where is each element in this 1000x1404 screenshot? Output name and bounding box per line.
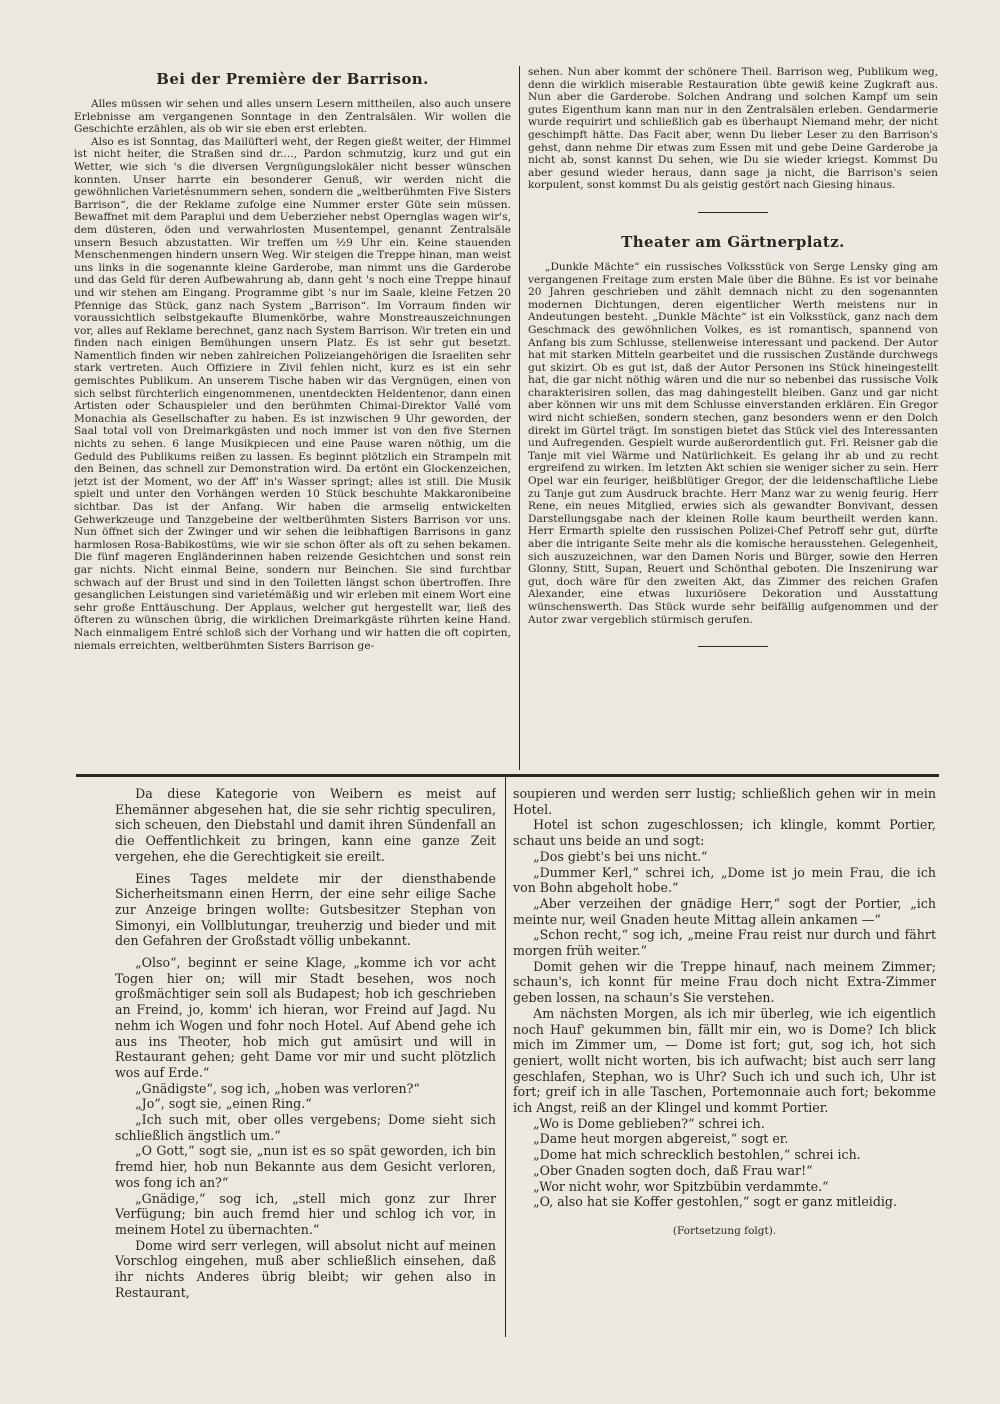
continued-paragraph: sehen. Nun aber kommt der schönere Theil. Barrison weg, Publikum weg, denn die wirklich miserable Restauration übte gewiß keine Zugkraft aus. Nun aber die Garderobe. Solchen Andrang und solchen Kampf um sein gutes Eigenthum kann man nur in den Zentralsälen erleben. Gendarmerie wurde requirirt und schließlich gab es überhaupt Niemand mehr, der nicht geschimpft hätte. Das Facit aber, wenn Du lieber Leser zu den Barrison's gehst, dann nehme Dir etwas zum Essen mit und gebe Deine Garderobe ja nicht ab, sonst kannst Du sehen, wie Du sie wieder kriegst. Kommst Du aber gesund wieder heraus, dann sage ja nicht, die Barrison's seien korpulent, sonst kommst Du als geistig gestört nach Giesing hinaus. <box>528 66 938 192</box>
article-paragraph: Alles müssen wir sehen und alles unsern Lesern mittheilen, also auch unsere Erlebnisse am vergangenen Sonntage in den Zentralsälen. Wir wollen die Geschichte erzählen, als ob wir sie eben erst erlebten. <box>74 98 511 136</box>
continuation-note: (Fortsetzung folgt). <box>672 1224 777 1237</box>
top-left-column <box>74 70 511 770</box>
bottom-left-column <box>115 786 496 1346</box>
story-paragraph: Dome wird serr verlegen, will absolut nicht auf meinen Vorschlog eingehen, muß aber schließlich einsehen, daß ihr nichts Anderes übrig bleibt; wir gehen also in Restaurant, <box>115 1237 496 1300</box>
dialogue-line: „Schon recht,“ sog ich, „meine Frau reist nur durch und fährt morgen früh weiter.“ <box>513 927 936 959</box>
dialogue-line: „Dome hat mich schrecklich bestohlen,“ schrei ich. <box>533 1147 861 1163</box>
feuilleton-rule <box>76 774 939 777</box>
dialogue-line: „Ober Gnaden sogten doch, daß Frau war!“ <box>533 1162 813 1178</box>
story-paragraph: Domit gehen wir die Treppe hinauf, nach meinem Zimmer; schaun's, ich konnt für meine Frau doch nicht Extra-Zimmer geben lossen, na schaun's Sie verstehen. <box>513 958 936 1006</box>
article-paragraph: Also es ist Sonntag, das Mailüfterl weht, der Regen gießt weiter, der Himmel ist nicht heiter, die Straßen sind dr...., Pardon schmutzig, kurz und gut ein Wetter, wie sich 's die diversen Vergnügungslokäler nicht besser wünschen konnten. Unser harrte ein besonderer Genuß, wir werden nicht die gewöhnlichen Varietésnummern sehen, sondern die „weltberühmten Five Sisters Barrison“, die der Reklame zufolge eine Nummer erster Güte sein müssen. Bewaffnet mit dem Paraplui und dem Ueberzieher nebst Opernglas wagen wir's, dem düsteren, öden und verwahrlosten Musentempel, genannt Zentralsäle unsern Besuch abzustatten. Wir treffen um ½9 Uhr ein. Keine stauenden Menschenmengen hindern unsern Weg. Wir steigen die Treppe hinan, man weist uns links in die sogenannte kleine Garderobe, man nimmt uns die Garderobe und das Geld für deren Aufbewahrung ab, dann geht 's noch eine Treppe hinauf und wir stehen am Eingang. Programme gibt 's nur im Saale, kleine Fetzen 20 Pfennige das Stück, ganz nach System „Barrison“. Im Vorraum finden wir voraussichtlich selbstgekaufte Blumenkörbe, wahre Monstreauszeichnungen vor, alles auf Reklame berechnet, ganz nach System Barrison. Wir treten ein und finden nach einigen Bemühungen unsern Platz. Es ist sehr gut besetzt. Namentlich finden wir neben zahlreichen Polizeiangehörigen die Israeliten sehr stark vertreten. Auch Offiziere in Zivil fehlen nicht, kurz es ist ein sehr gemischtes Publikum. An unserem Tische haben wir das Vergnügen, einen von sich selbst fürchterlich eingenommenen, unentdeckten Heldentenor, dann einen Artisten oder Schauspieler und den berühmten Chimai-Direktor Vallé vom Monachia als Gesellschafter zu haben. Es ist inzwischen 9 Uhr geworden, der Saal total voll von Dreimarkgästen und noch immer ist von den five Sternen nichts zu sehen. 6 lange Musikpiecen und eine Pause waren nöthig, um die Geduld des Publikums reißen zu lassen. Es beginnt plötzlich ein Strampeln mit den Beinen, das schnell zur Demonstration wird. Da ertönt ein Glockenzeichen, jetzt ist der Moment, wo der Aff' in's Wasser springt; alles ist still. Die Musik spielt und unter den Vorhängen werden 10 Stück beschuhte Makkaronibeine sichtbar. Das ist der Anfang. Wir haben die armselig entwickelten Gehwerkzeuge und Tanzgebeine der weltberühmten Sisters Barrison vor uns. Nun öffnet sich der Zwinger und wir sehen die leibhaftigen Barrisons in ganz harmlosen Rosa-Babikostüms, wie wir sie schon öfter als oft zu sehen bekamen. Die fünf mageren Engländerinnen haben reizende Gesichtchen und sonst rein gar nichts. Nicht einmal Beine, sondern nur Beinchen. Sie sind furchtbar schwach auf der Brust und sind in den Toiletten längst schon übertroffen. Ihre gesanglichen Leistungen sind varietémäßig und wir erleben mit einem Wort eine sehr große Enttäuschung. Der Applaus, welcher gut hergestellt war, ließ des öfteren zu wünschen übrig, die wirklichen Dreimarkgäste rührten keine Hand. Nach einmaligem Entré schloß sich der Vorhang und wir hatten die oft copirten, niemals erreichten, weltberühmten Sisters Barrison ge- <box>74 135 511 652</box>
dialogue-line: „Ich such mit, ober olles vergebens; Dome sieht sich schließlich ängstlich um.“ <box>115 1112 496 1143</box>
dialogue-line: „Jo“, sogt sie, „einen Ring.“ <box>135 1096 312 1112</box>
dialogue-line: „O, also hat sie Koffer gestohlen,“ sogt er ganz mitleidig. <box>533 1194 897 1210</box>
dialogue-line: „Dame heut morgen abgereist,“ sogt er. <box>533 1131 789 1147</box>
story-paragraph: Eines Tages meldete mir der diensthabende Sicherheitsmann einen Herrn, der eine sehr eilige Sache zur Anzeige bringen wollte: Gutsbesitzer Stephan von Simonyi, ein Vollblutungar, treuherzig und bieder und mit den Gefahren der Großstadt völlig unbekannt. <box>115 870 496 949</box>
column-divider-bottom <box>505 777 506 1337</box>
dialogue-line: „Dummer Kerl,“ schrei ich, „Dome ist jo mein Frau, die ich von Bohn abgeholt hobe.“ <box>513 864 936 896</box>
article-title-gaertnerplatz: Theater am Gärtnerplatz. <box>621 232 845 251</box>
review-paragraph: „Dunkle Mächte“ ein russisches Volksstück von Serge Lensky ging am vergangenen Freitage zum ersten Male über die Bühne. Es ist vor beinahe 20 Jahren geschrieben und zählt demnach nicht zu den sogenannten modernen Dichtungen, deren eigentlicher Werth meistens nur in Andeutungen besteht. „Dunkle Mächte“ ist ein Volksstück, ganz nach dem Geschmack des gewöhnlichen Volkes, es ist romantisch, spannend von Anfang bis zum Schlusse, stellenweise interessant und packend. Der Autor hat mit starken Mitteln gearbeitet und die russischen Zustände durchwegs gut skizirt. Ob es gut ist, daß der Autor Personen ins Stück hineingestellt hat, die gar nicht nöthig wären und die nur so nebenbei das russische Volk charakterisiren sollen, das mag dahingestellt bleiben. Ganz und gar nicht aber können wir uns mit dem Schlusse einverstanden erklären. Ein Gregor wird nicht schießen, sondern stechen, ganz besonders wenn er den Dolch direkt im Gürtel trägt. Im sonstigen bietet das Stück viel des Interessanten und Aufregenden. Gespielt wurde außerordentlich gut. Frl. Reisner gab die Tanje mit viel Wärme und Natürlichkeit. Es gelang ihr ab und zu recht ergreifend zu wirken. Im letzten Akt schien sie weniger sicher zu sein. Herr Opel war ein feuriger, heißblütiger Gregor, der die leidenschaftliche Liebe zu Tanje gut zum Ausdruck brachte. Herr Manz war zu wenig feurig. Herr Rene, ein neues Mitglied, erwies sich als gewandter Bonvivant, dessen Darstellungsgabe nach der kleinen Rolle kaum beurtheilt werden kann. Herr Ermarth spielte den russischen Polizei-Chef Petroff sehr gut, dürfte aber die intrigante Seite mehr als die komische herausstehen. Gelegenheit, sich auszuzeichnen, war den Damen Noris und Bürger, sowie den Herren Glonny, Stitt, Supan, Reuert und Schönthal geboten. Die Inszenirung war gut, doch wäre für den zweiten Akt, das Zimmer des reichen Grafen Alexander, eine etwas luxuriösere Dekoration und Ausstattung wünschenswerth. Das Stück wurde sehr beifällig aufgenommen und der Autor zwar vergeblich stürmisch gerufen. <box>528 260 938 626</box>
column-divider-top <box>519 66 520 770</box>
dialogue-line: „Gnädigste“, sog ich, „hoben was verloren?“ <box>135 1080 420 1096</box>
story-paragraph: „Olso“, beginnt er seine Klage, „komme ich vor acht Togen hier on; will mir Stadt besehen, wos noch großmächtiger sein soll als Budapest; hob ich geschrieben an Freind, jo, komm' ich hieran, wor Freind auf Jagd. Nu nehm ich Wogen und fohr noch Hotel. Auf Abend gehe ich aus ins Theoter, hob mich gut amüsirt und will in Restaurant gehen; geht Dame vor mir und sucht plötzlich wos auf Erde.“ <box>115 955 496 1080</box>
dialogue-line: „Wo is Dome geblieben?“ schrei ich. <box>533 1115 765 1131</box>
story-paragraph: Hotel ist schon zugeschlossen; ich klingle, kommt Portier, schaut uns beide an und sogt: <box>513 817 936 849</box>
section-separator-end <box>698 646 768 647</box>
dialogue-line: „Dos giebt's bei uns nicht.“ <box>533 848 708 864</box>
story-paragraph: Da diese Kategorie von Weibern es meist auf Ehemänner abgesehen hat, die sie sehr richtig speculiren, sich scheuen, den Diebstahl und damit ihren Sündenfall an die Oeffentlichkeit zu bringen, kann eine ganze Zeit vergehen, ehe die Gerechtigkeit sie ereilt. <box>115 786 496 864</box>
story-paragraph: Am nächsten Morgen, als ich mir überleg, wie ich eigentlich noch Hauf' gekummen bin, fällt mir ein, wo is Dome? Ich blick mich im Zimmer um, — Dome ist fort; gut, sog ich, hot sich geniert, wollt nicht worten, bis ich aufwacht; bist auch serr lang geschlafen, Stephan, wo is Uhr? Such ich und such ich, Uhr ist fort; greif ich in alle Taschen, Portemonnaie auch fort; bekomme ich Angst, reiß an der Klingel und kommt Portier. <box>513 1005 936 1116</box>
section-separator <box>698 212 768 213</box>
dialogue-line: „Gnädige,“ sog ich, „stell mich gonz zur Ihrer Verfügung; bin auch fremd hier und schlog ich vor, in meinem Hotel zu übernachten.“ <box>115 1190 496 1237</box>
dialogue-line: „O Gott,“ sogt sie, „nun ist es so spät geworden, ich bin fremd hier, hob nun Bekannte aus dem Gesicht verloren, wos fong ich an?“ <box>115 1143 496 1190</box>
story-paragraph: soupieren und werden serr lustig; schließlich gehen wir in mein Hotel. <box>513 786 936 817</box>
dialogue-line: „Aber verzeihen der gnädige Herr,“ sogt der Portier, „ich meinte nur, weil Gnaden heute Mittag allein ankamen —“ <box>513 895 936 927</box>
bottom-right-column <box>513 786 936 1346</box>
article-title-barrison: Bei der Première der Barrison. <box>156 70 429 88</box>
top-right-column <box>528 66 938 770</box>
dialogue-line: „Wor nicht wohr, wor Spitzbübin verdammte.“ <box>533 1178 829 1194</box>
